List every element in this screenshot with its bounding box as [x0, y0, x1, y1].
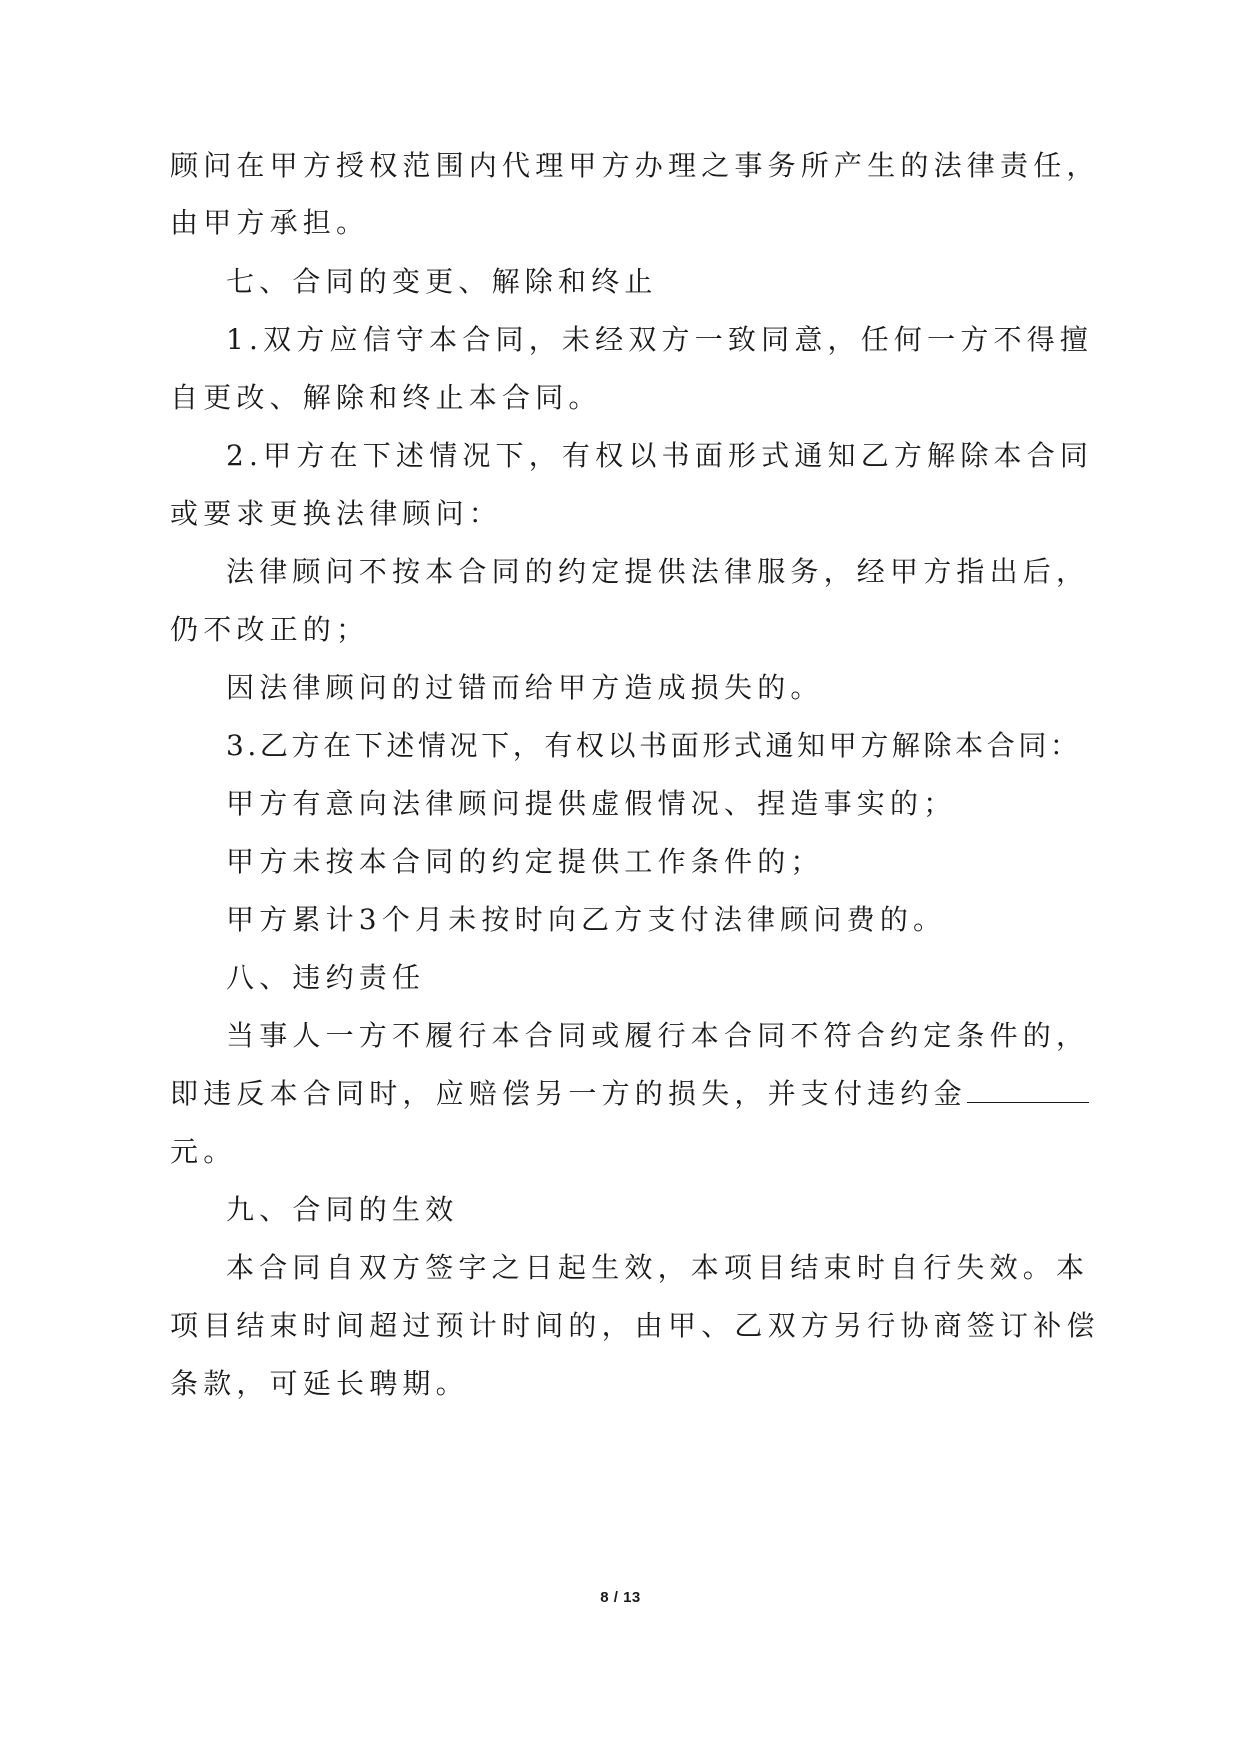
text-line: 元。 — [170, 1135, 237, 1168]
section-heading: 九、合同的生效 — [226, 1193, 459, 1226]
text-line: 条款，可延长聘期。 — [170, 1367, 469, 1400]
text-line: 或要求更换法律顾问： — [170, 497, 503, 530]
text-line: 甲方累计3个月未按时向乙方支付法律顾问费的。 — [226, 903, 947, 936]
text-line: 3.乙方在下述情况下，有权以书面形式通知甲方解除本合同： — [226, 729, 1082, 762]
text-line: 自更改、解除和终止本合同。 — [170, 381, 602, 414]
section-heading: 八、违约责任 — [226, 961, 426, 994]
text-line: 法律顾问不按本合同的约定提供法律服务，经甲方指出后， — [226, 555, 1090, 588]
fill-in-blank — [967, 1076, 1089, 1103]
text-line: 甲方未按本合同的约定提供工作条件的； — [226, 845, 824, 878]
text-segment: 即违反本合同时，应赔偿另一方的损失，并支付违约金 — [170, 1077, 967, 1110]
text-line: 顾问在甲方授权范围内代理甲方办理之事务所产生的法律责任， — [170, 149, 1100, 182]
text-line: 当事人一方不履行本合同或履行本合同不符合约定条件的， — [226, 1019, 1090, 1052]
text-line: 因法律顾问的过错而给甲方造成损失的。 — [226, 671, 824, 704]
page-number: 8 / 13 — [600, 1589, 641, 1606]
text-line: 本合同自双方签字之日起生效，本项目结束时自行失效。本 — [226, 1251, 1090, 1284]
text-line: 仍不改正的； — [170, 613, 370, 646]
text-line-with-blank — [170, 1074, 1089, 1114]
text-line: 甲方有意向法律顾问提供虚假情况、捏造事实的； — [226, 787, 957, 820]
text-line: 2.甲方在下述情况下，有权以书面形式通知乙方解除本合同 — [226, 439, 1094, 472]
text-line: 项目结束时间超过预计时间的，由甲、乙双方另行协商签订补偿 — [170, 1309, 1100, 1342]
text-line: 由甲方承担。 — [170, 206, 370, 239]
text-line: 1.双方应信守本合同，未经双方一致同意，任何一方不得擅 — [226, 323, 1094, 356]
section-heading: 七、合同的变更、解除和终止 — [226, 265, 658, 298]
